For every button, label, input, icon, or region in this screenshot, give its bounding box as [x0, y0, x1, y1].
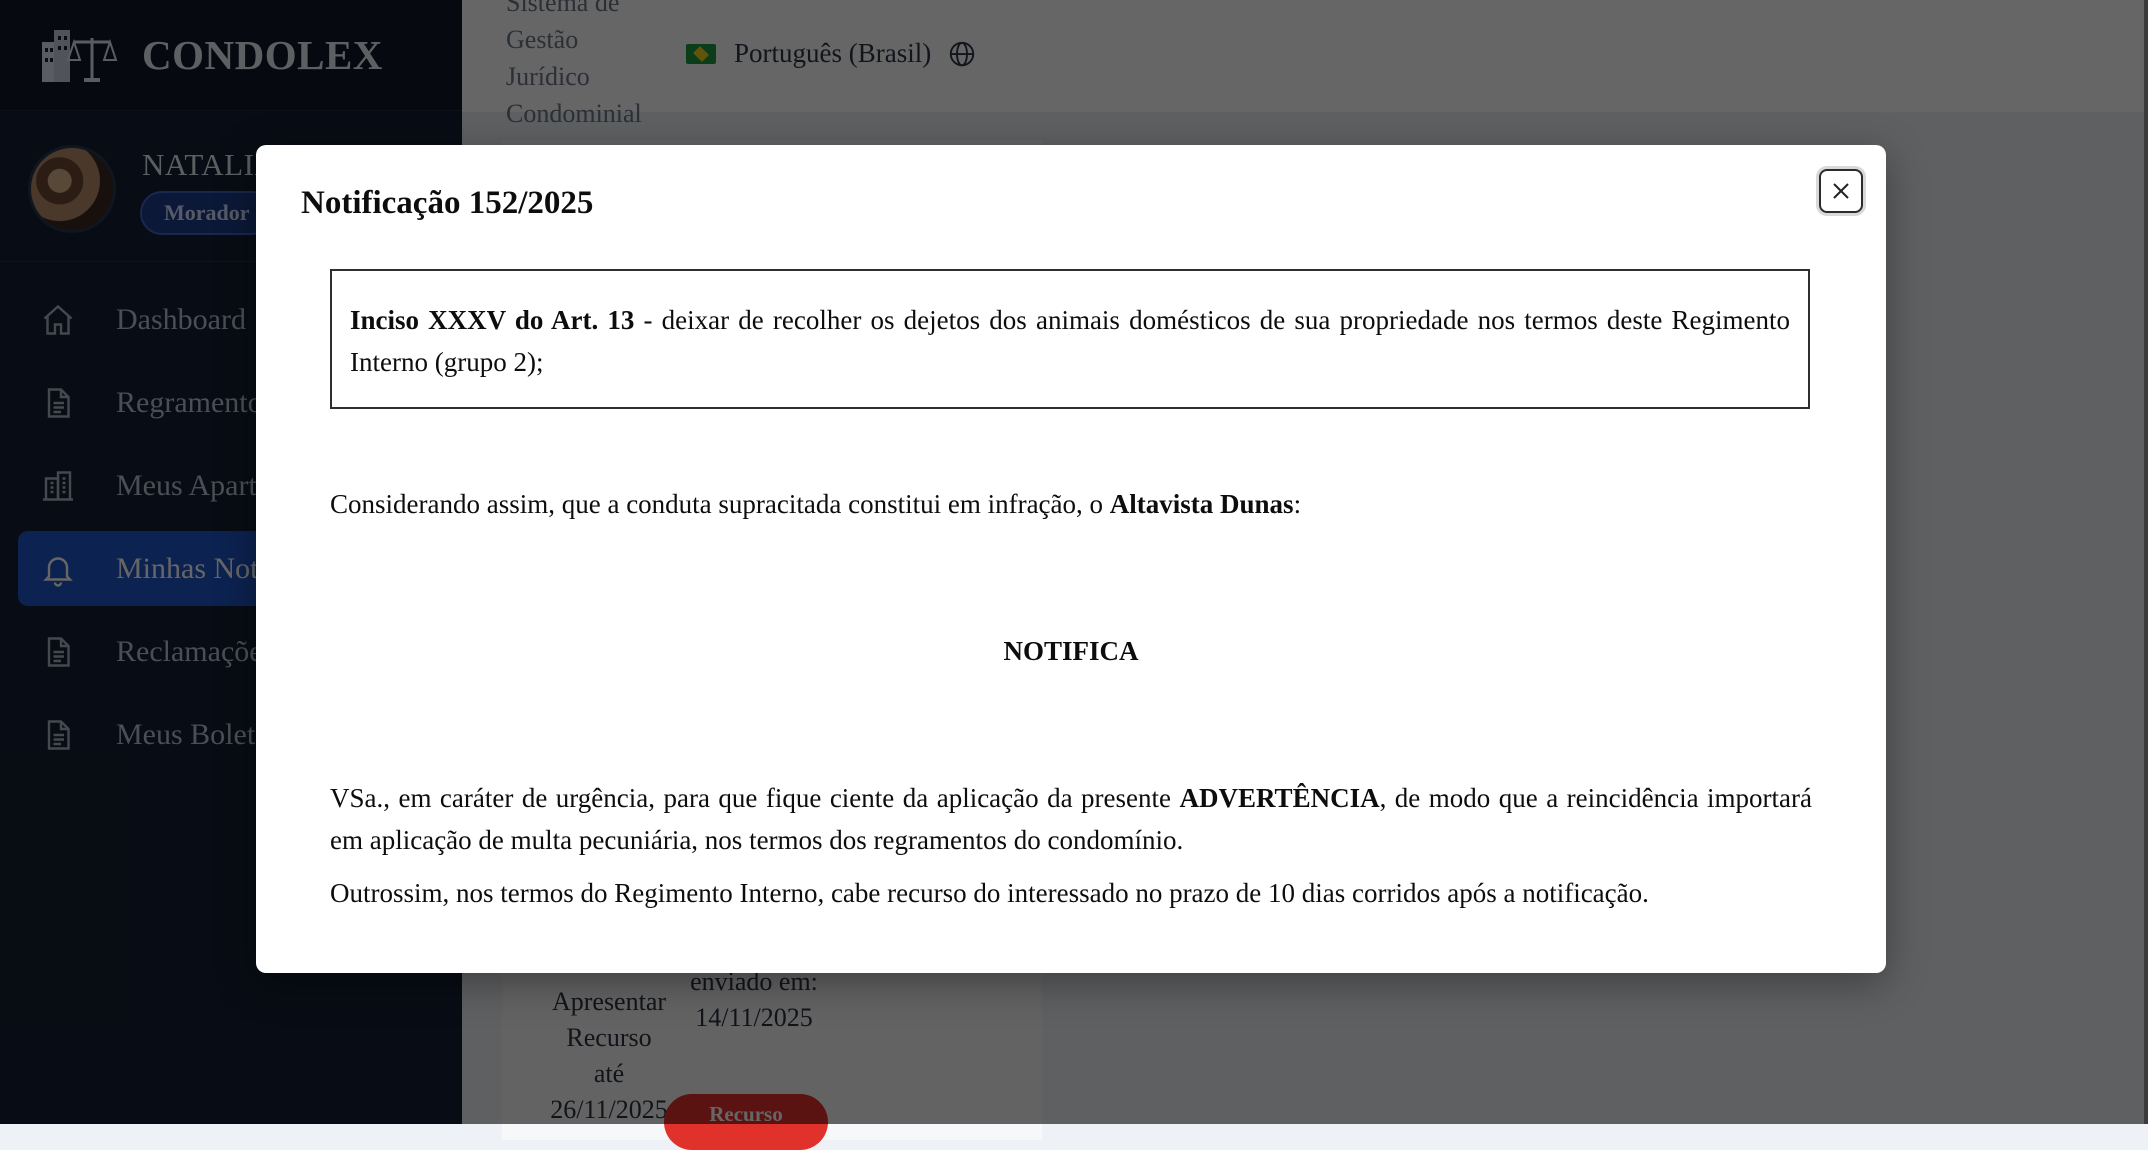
condominium-name: Altavista Dunas	[1109, 489, 1294, 519]
article-box	[330, 269, 1810, 409]
appeal-paragraph: Outrossim, nos termos do Regimento Interno, cabe recurso do interessado no prazo de 10 dias corridos após a notificação.	[330, 878, 1649, 908]
urgency-paragraph	[330, 777, 1812, 861]
notifica-heading: NOTIFICA	[1003, 636, 1139, 666]
considering-paragraph	[330, 483, 1812, 525]
scrollbar[interactable]	[2144, 0, 2148, 1124]
article-reference: Inciso XXXV do Art. 13	[350, 305, 635, 335]
close-button[interactable]	[1819, 169, 1863, 213]
considering-prefix: Considerando assim, que a conduta supracitada constitui em infração, o	[330, 489, 1110, 519]
close-icon	[1831, 181, 1851, 201]
article-text: - deixar de recolher os dejetos dos animais domésticos de sua propriedade nos termos deste Regimento Interno (grupo 2);	[350, 305, 1790, 377]
considering-suffix: :	[1293, 489, 1302, 519]
notification-modal	[256, 145, 1886, 973]
urgency-prefix: VSa., em caráter de urgência, para que fique ciente da aplicação da presente	[330, 783, 1180, 813]
urgency-suffix: , de modo que a reincidência importará em aplicação de multa pecuniária, nos termos dos regramentos do condomínio.	[330, 783, 1813, 855]
penalty-type: ADVERTÊNCIA	[1179, 783, 1380, 813]
modal-title: Notificação 152/2025	[301, 185, 594, 221]
